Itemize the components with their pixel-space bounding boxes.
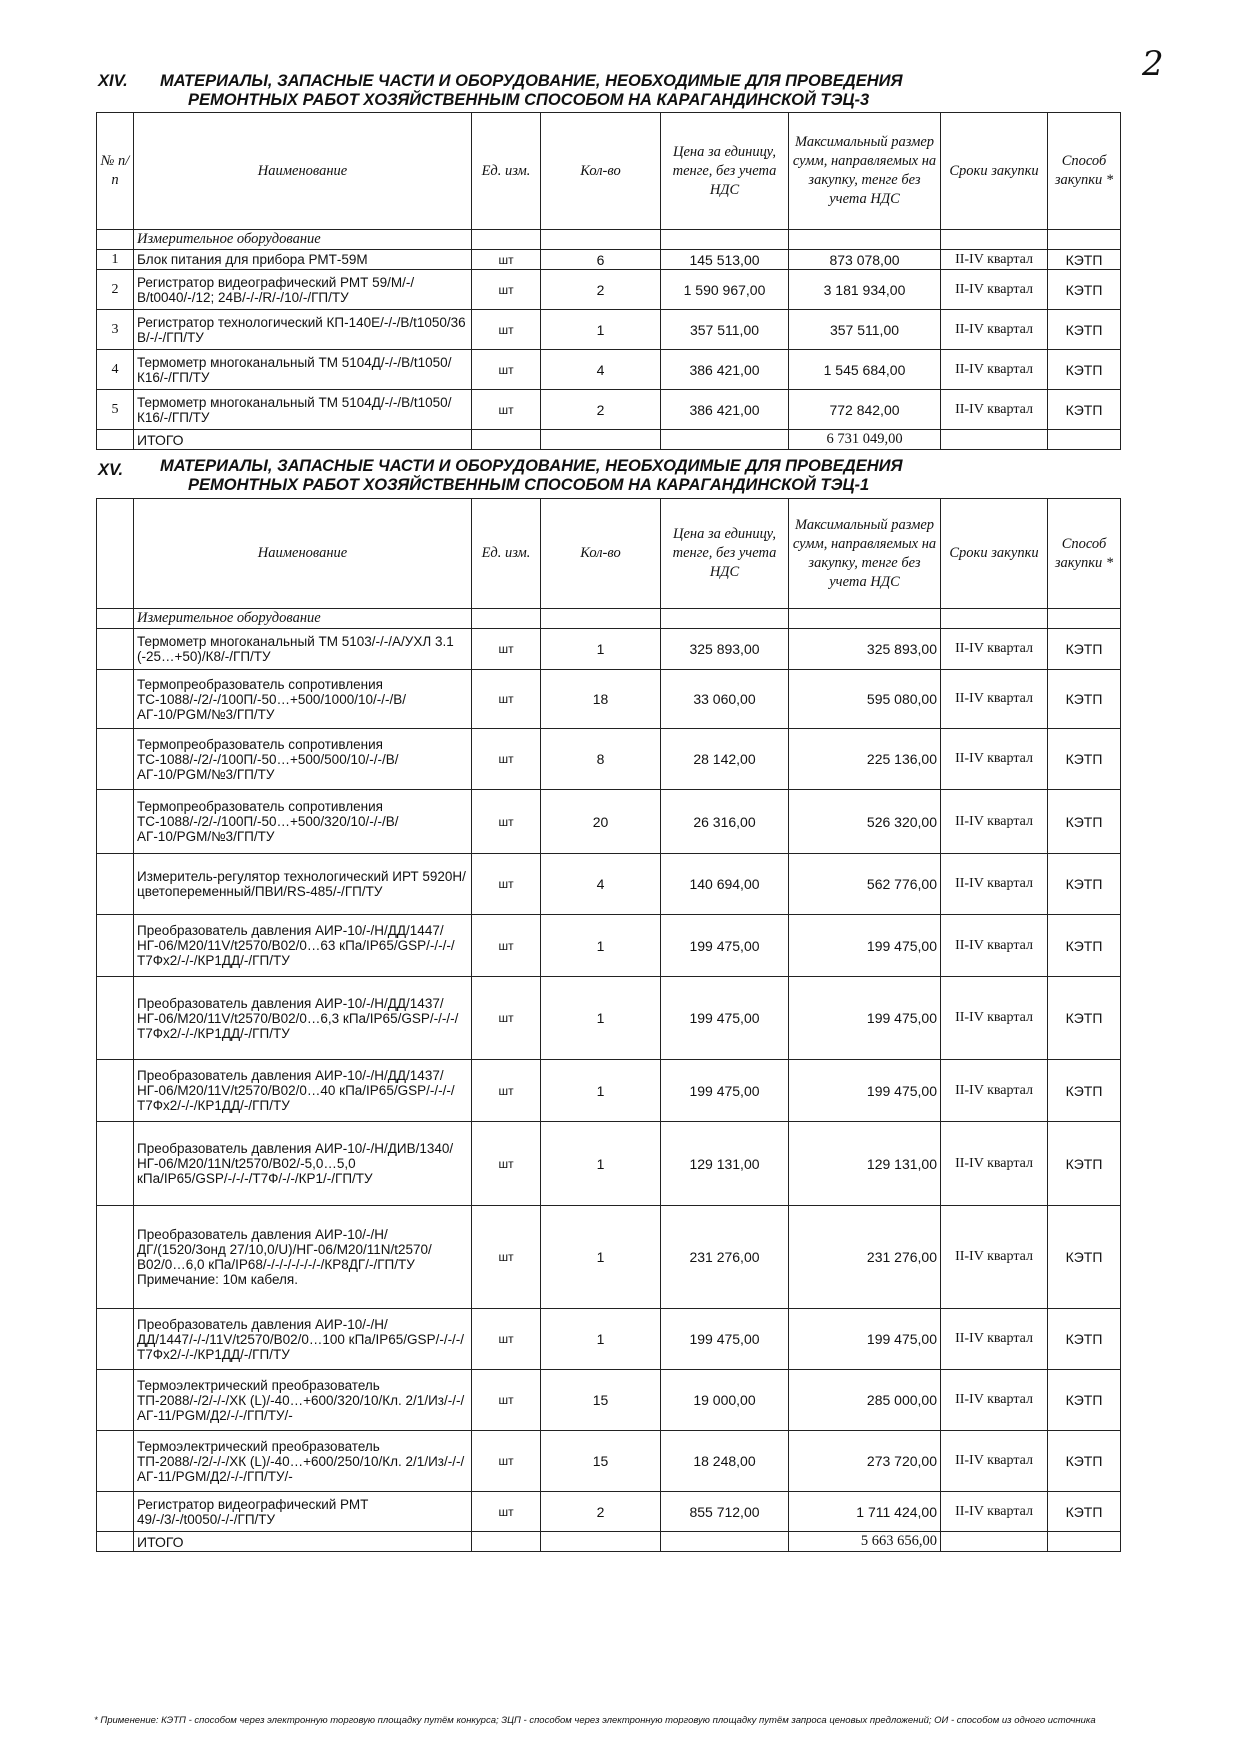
row-qty: 4 <box>541 854 661 915</box>
row-price: 386 421,00 <box>661 350 789 390</box>
row-qty: 1 <box>541 1060 661 1122</box>
row-unit: шт <box>472 977 541 1060</box>
row-sum: 3 181 934,00 <box>789 270 941 310</box>
row-term: II-IV квартал <box>941 854 1048 915</box>
row-price: 199 475,00 <box>661 915 789 977</box>
row-qty: 2 <box>541 1492 661 1532</box>
row-unit: шт <box>472 915 541 977</box>
row-qty: 1 <box>541 629 661 670</box>
row-qty: 15 <box>541 1431 661 1492</box>
row-term: II-IV квартал <box>941 350 1048 390</box>
row-price: 140 694,00 <box>661 854 789 915</box>
row-method: КЭТП <box>1048 1206 1121 1309</box>
section-2-number: XV. <box>98 461 124 479</box>
row-num: 4 <box>97 350 134 390</box>
row-price: 18 248,00 <box>661 1431 789 1492</box>
row-num: 1 <box>97 250 134 270</box>
row-term: II-IV квартал <box>941 915 1048 977</box>
row-name: Термоэлектрический преобразователь ТП-2088/-/2/-/-/ХК (L)/-40…+600/250/10/Кл. 2/1/Из/-/-/АГ-11/PGM/Д2/-/-/ГП/ТУ/- <box>134 1431 472 1492</box>
row-unit: шт <box>472 670 541 729</box>
section-1-heading <box>98 72 1118 112</box>
row-term: II-IV квартал <box>941 790 1048 854</box>
table-row <box>97 270 1121 310</box>
section-2-heading <box>98 457 1118 497</box>
row-name: Термопреобразователь сопротивления ТС-1088/-/2/-/100П/-50…+500/320/10/-/-/В/АГ-10/PGM/№3/ГП/ТУ <box>134 790 472 854</box>
section-1-title-line1: МАТЕРИАЛЫ, ЗАПАСНЫЕ ЧАСТИ И ОБОРУДОВАНИЕ, НЕОБХОДИМЫЕ ДЛЯ ПРОВЕДЕНИЯ <box>160 72 903 90</box>
table-row <box>97 390 1121 430</box>
row-term: II-IV квартал <box>941 390 1048 430</box>
row-term: II-IV квартал <box>941 1122 1048 1206</box>
total-label: ИТОГО <box>134 430 472 450</box>
table-row <box>97 1206 1121 1309</box>
row-price: 199 475,00 <box>661 1060 789 1122</box>
table-row <box>97 310 1121 350</box>
row-sum: 357 511,00 <box>789 310 941 350</box>
table-row <box>97 350 1121 390</box>
row-term: II-IV квартал <box>941 250 1048 270</box>
table-row <box>97 915 1121 977</box>
row-qty: 1 <box>541 977 661 1060</box>
table-row <box>97 1492 1121 1532</box>
row-method: КЭТП <box>1048 1309 1121 1370</box>
row-method: КЭТП <box>1048 1492 1121 1532</box>
row-sum: 562 776,00 <box>789 854 941 915</box>
table-row <box>97 1309 1121 1370</box>
total-row <box>97 1532 1121 1552</box>
row-price: 386 421,00 <box>661 390 789 430</box>
row-price: 33 060,00 <box>661 670 789 729</box>
row-name: Термометр многоканальный ТМ 5104Д/-/-/В/t1050/К16/-/ГП/ТУ <box>134 390 472 430</box>
row-qty: 8 <box>541 729 661 790</box>
row-method: КЭТП <box>1048 729 1121 790</box>
row-name: Преобразователь давления АИР-10/-/Н/ДД/1447/НГ-06/М20/11V/t2570/В02/0…63 кПа/IP65/GSP/-/-/-/Т7Фх2/-/-/КР1ДД/-/ГП/ТУ <box>134 915 472 977</box>
header-name: Наименование <box>134 499 472 609</box>
table-row <box>97 854 1121 915</box>
row-sum: 273 720,00 <box>789 1431 941 1492</box>
table-row <box>97 790 1121 854</box>
section-1-title-line2: РЕМОНТНЫХ РАБОТ ХОЗЯЙСТВЕННЫМ СПОСОБОМ НА КАРАГАНДИНСКОЙ ТЭЦ-3 <box>188 91 870 109</box>
row-term: II-IV квартал <box>941 1370 1048 1431</box>
row-term: II-IV квартал <box>941 1206 1048 1309</box>
table-row <box>97 977 1121 1060</box>
row-name: Термопреобразователь сопротивления ТС-1088/-/2/-/100П/-50…+500/500/10/-/-/В/АГ-10/PGM/№3/ГП/ТУ <box>134 729 472 790</box>
row-sum: 231 276,00 <box>789 1206 941 1309</box>
row-unit: шт <box>472 790 541 854</box>
row-unit: шт <box>472 1492 541 1532</box>
header-unit: Ед. изм. <box>472 499 541 609</box>
row-method: КЭТП <box>1048 1060 1121 1122</box>
row-unit: шт <box>472 310 541 350</box>
group-label: Измерительное оборудование <box>134 230 472 250</box>
row-name: Термоэлектрический преобразователь ТП-2088/-/2/-/-/ХК (L)/-40…+600/320/10/Кл. 2/1/Из/-/-/АГ-11/PGM/Д2/-/-/ГП/ТУ/- <box>134 1370 472 1431</box>
row-price: 1 590 967,00 <box>661 270 789 310</box>
row-name: Регистратор видеографический РМТ 59/М/-/В/t0040/-/12; 24В/-/-/R/-/10/-/ГП/ТУ <box>134 270 472 310</box>
total-row <box>97 430 1121 450</box>
row-num: 5 <box>97 390 134 430</box>
row-price: 28 142,00 <box>661 729 789 790</box>
row-qty: 1 <box>541 1206 661 1309</box>
row-unit: шт <box>472 629 541 670</box>
row-name: Регистратор видеографический РМТ 49/-/3/-/t0050/-/-/ГП/ТУ <box>134 1492 472 1532</box>
row-name: Преобразователь давления АИР-10/-/Н/ДИВ/1340/НГ-06/М20/11N/t2570/В02/-5,0…5,0 кПа/IP65/GSP/-/-/-/Т7Ф/-/-/КР1/-/ГП/ТУ <box>134 1122 472 1206</box>
table-row <box>97 1431 1121 1492</box>
row-sum: 1 545 684,00 <box>789 350 941 390</box>
row-unit: шт <box>472 1431 541 1492</box>
row-method: КЭТП <box>1048 390 1121 430</box>
row-unit: шт <box>472 1370 541 1431</box>
section-1-table <box>96 112 1121 450</box>
row-method: КЭТП <box>1048 270 1121 310</box>
row-method: КЭТП <box>1048 350 1121 390</box>
row-term: II-IV квартал <box>941 670 1048 729</box>
footnote: * Применение: КЭТП - способом через электронную торговую площадку путём конкурса; ЗЦП - способом через электронную торговую площадку путём запроса ценовых предложений; ОИ - способом из одного источника <box>94 1715 1096 1726</box>
row-name: Преобразователь давления АИР-10/-/Н/ДГ/(1520/3онд 27/10,0/U)/НГ-06/М20/11N/t2570/В02/0…6,0 кПа/IP68/-/-/-/-/-/-/-/КР8ДГ/-/ГП/ТУ Примечание: 10м кабеля. <box>134 1206 472 1309</box>
header-method: Способ закупки * <box>1048 499 1121 609</box>
row-qty: 20 <box>541 790 661 854</box>
total-value: 5 663 656,00 <box>789 1532 941 1552</box>
row-method: КЭТП <box>1048 854 1121 915</box>
row-sum: 199 475,00 <box>789 1309 941 1370</box>
row-qty: 1 <box>541 915 661 977</box>
table-row <box>97 629 1121 670</box>
section-2-title-line1: МАТЕРИАЛЫ, ЗАПАСНЫЕ ЧАСТИ И ОБОРУДОВАНИЕ, НЕОБХОДИМЫЕ ДЛЯ ПРОВЕДЕНИЯ <box>160 457 903 475</box>
header-term: Сроки закупки <box>941 113 1048 230</box>
row-qty: 1 <box>541 1309 661 1370</box>
table-row <box>97 1370 1121 1431</box>
row-method: КЭТП <box>1048 1431 1121 1492</box>
row-qty: 2 <box>541 270 661 310</box>
row-price: 19 000,00 <box>661 1370 789 1431</box>
row-term: II-IV квартал <box>941 1060 1048 1122</box>
row-qty: 2 <box>541 390 661 430</box>
row-sum: 873 078,00 <box>789 250 941 270</box>
row-price: 199 475,00 <box>661 1309 789 1370</box>
row-term: II-IV квартал <box>941 1492 1048 1532</box>
header-method: Способ закупки * <box>1048 113 1121 230</box>
row-name: Термопреобразователь сопротивления ТС-1088/-/2/-/100П/-50…+500/1000/10/-/-/В/АГ-10/PGM/№3/ГП/ТУ <box>134 670 472 729</box>
row-unit: шт <box>472 270 541 310</box>
row-sum: 772 842,00 <box>789 390 941 430</box>
row-price: 26 316,00 <box>661 790 789 854</box>
header-term: Сроки закупки <box>941 499 1048 609</box>
row-method: КЭТП <box>1048 670 1121 729</box>
row-unit: шт <box>472 350 541 390</box>
row-sum: 199 475,00 <box>789 977 941 1060</box>
table-row <box>97 1122 1121 1206</box>
header-price: Цена за единицу, тенге, без учета НДС <box>661 113 789 230</box>
row-sum: 1 711 424,00 <box>789 1492 941 1532</box>
row-price: 357 511,00 <box>661 310 789 350</box>
row-price: 129 131,00 <box>661 1122 789 1206</box>
table-row <box>97 250 1121 270</box>
row-method: КЭТП <box>1048 915 1121 977</box>
table-row <box>97 729 1121 790</box>
row-price: 145 513,00 <box>661 250 789 270</box>
row-qty: 1 <box>541 1122 661 1206</box>
row-qty: 15 <box>541 1370 661 1431</box>
total-label: ИТОГО <box>134 1532 472 1552</box>
row-name: Блок питания для прибора РМТ-59М <box>134 250 472 270</box>
row-sum: 199 475,00 <box>789 1060 941 1122</box>
table-row <box>97 1060 1121 1122</box>
row-name: Преобразователь давления АИР-10/-/Н/ДД/1437/НГ-06/М20/11V/t2570/В02/0…40 кПа/IP65/GSP/-/-/-/Т7Фх2/-/-/КР1ДД/-/ГП/ТУ <box>134 1060 472 1122</box>
header-price: Цена за единицу, тенге, без учета НДС <box>661 499 789 609</box>
row-qty: 4 <box>541 350 661 390</box>
row-term: II-IV квартал <box>941 310 1048 350</box>
row-sum: 129 131,00 <box>789 1122 941 1206</box>
row-sum: 199 475,00 <box>789 915 941 977</box>
row-method: КЭТП <box>1048 310 1121 350</box>
row-unit: шт <box>472 1309 541 1370</box>
row-term: II-IV квартал <box>941 729 1048 790</box>
row-num: 3 <box>97 310 134 350</box>
table-row <box>97 670 1121 729</box>
row-unit: шт <box>472 250 541 270</box>
row-price: 199 475,00 <box>661 977 789 1060</box>
row-price: 325 893,00 <box>661 629 789 670</box>
row-method: КЭТП <box>1048 629 1121 670</box>
row-term: II-IV квартал <box>941 629 1048 670</box>
section-2-title-line2: РЕМОНТНЫХ РАБОТ ХОЗЯЙСТВЕННЫМ СПОСОБОМ НА КАРАГАНДИНСКОЙ ТЭЦ-1 <box>188 476 870 494</box>
row-sum: 285 000,00 <box>789 1370 941 1431</box>
group-label: Измерительное оборудование <box>134 609 472 629</box>
row-method: КЭТП <box>1048 790 1121 854</box>
header-qty: Кол-во <box>541 499 661 609</box>
row-unit: шт <box>472 854 541 915</box>
header-num: № п/п <box>97 113 134 230</box>
row-name: Преобразователь давления АИР-10/-/Н/ДД/1437/НГ-06/М20/11V/t2570/В02/0…6,3 кПа/IP65/GSP/-/-/-/Т7Фх2/-/-/КР1ДД/-/ГП/ТУ <box>134 977 472 1060</box>
total-value: 6 731 049,00 <box>789 430 941 450</box>
section-2-table <box>96 498 1121 1552</box>
row-term: II-IV квартал <box>941 1309 1048 1370</box>
row-num: 2 <box>97 270 134 310</box>
row-qty: 18 <box>541 670 661 729</box>
row-qty: 1 <box>541 310 661 350</box>
row-sum: 526 320,00 <box>789 790 941 854</box>
row-unit: шт <box>472 1122 541 1206</box>
row-term: II-IV квартал <box>941 1431 1048 1492</box>
row-method: КЭТП <box>1048 1370 1121 1431</box>
header-unit: Ед. изм. <box>472 113 541 230</box>
row-unit: шт <box>472 1206 541 1309</box>
row-name: Регистратор технологический КП-140Е/-/-/В/t1050/36 В/-/-/ГП/ТУ <box>134 310 472 350</box>
row-method: КЭТП <box>1048 977 1121 1060</box>
row-name: Термометр многоканальный ТМ 5103/-/-/А/УХЛ 3.1 (-25…+50)/К8/-/ГП/ТУ <box>134 629 472 670</box>
row-name: Преобразователь давления АИР-10/-/Н/ДД/1447/-/-/11V/t2570/В02/0…100 кПа/IP65/GSP/-/-/-/Т7Фх2/-/-/КР1ДД/-/ГП/ТУ <box>134 1309 472 1370</box>
header-sum: Максимальный размер сумм, направляемых на закупку, тенге без учета НДС <box>789 499 941 609</box>
row-method: КЭТП <box>1048 1122 1121 1206</box>
row-price: 231 276,00 <box>661 1206 789 1309</box>
row-name: Измеритель-регулятор технологический ИРТ 5920Н/цветопеременный/ПВИ/RS-485/-/ГП/ТУ <box>134 854 472 915</box>
row-qty: 6 <box>541 250 661 270</box>
row-name: Термометр многоканальный ТМ 5104Д/-/-/В/t1050/К16/-/ГП/ТУ <box>134 350 472 390</box>
section-1-number: XIV. <box>98 72 128 90</box>
row-method: КЭТП <box>1048 250 1121 270</box>
row-sum: 325 893,00 <box>789 629 941 670</box>
row-term: II-IV квартал <box>941 977 1048 1060</box>
row-price: 855 712,00 <box>661 1492 789 1532</box>
header-qty: Кол-во <box>541 113 661 230</box>
row-sum: 225 136,00 <box>789 729 941 790</box>
row-unit: шт <box>472 390 541 430</box>
row-unit: шт <box>472 729 541 790</box>
header-sum: Максимальный размер сумм, направляемых на закупку, тенге без учета НДС <box>789 113 941 230</box>
row-term: II-IV квартал <box>941 270 1048 310</box>
row-unit: шт <box>472 1060 541 1122</box>
header-name: Наименование <box>134 113 472 230</box>
row-sum: 595 080,00 <box>789 670 941 729</box>
page-number: 2 <box>1142 44 1164 84</box>
